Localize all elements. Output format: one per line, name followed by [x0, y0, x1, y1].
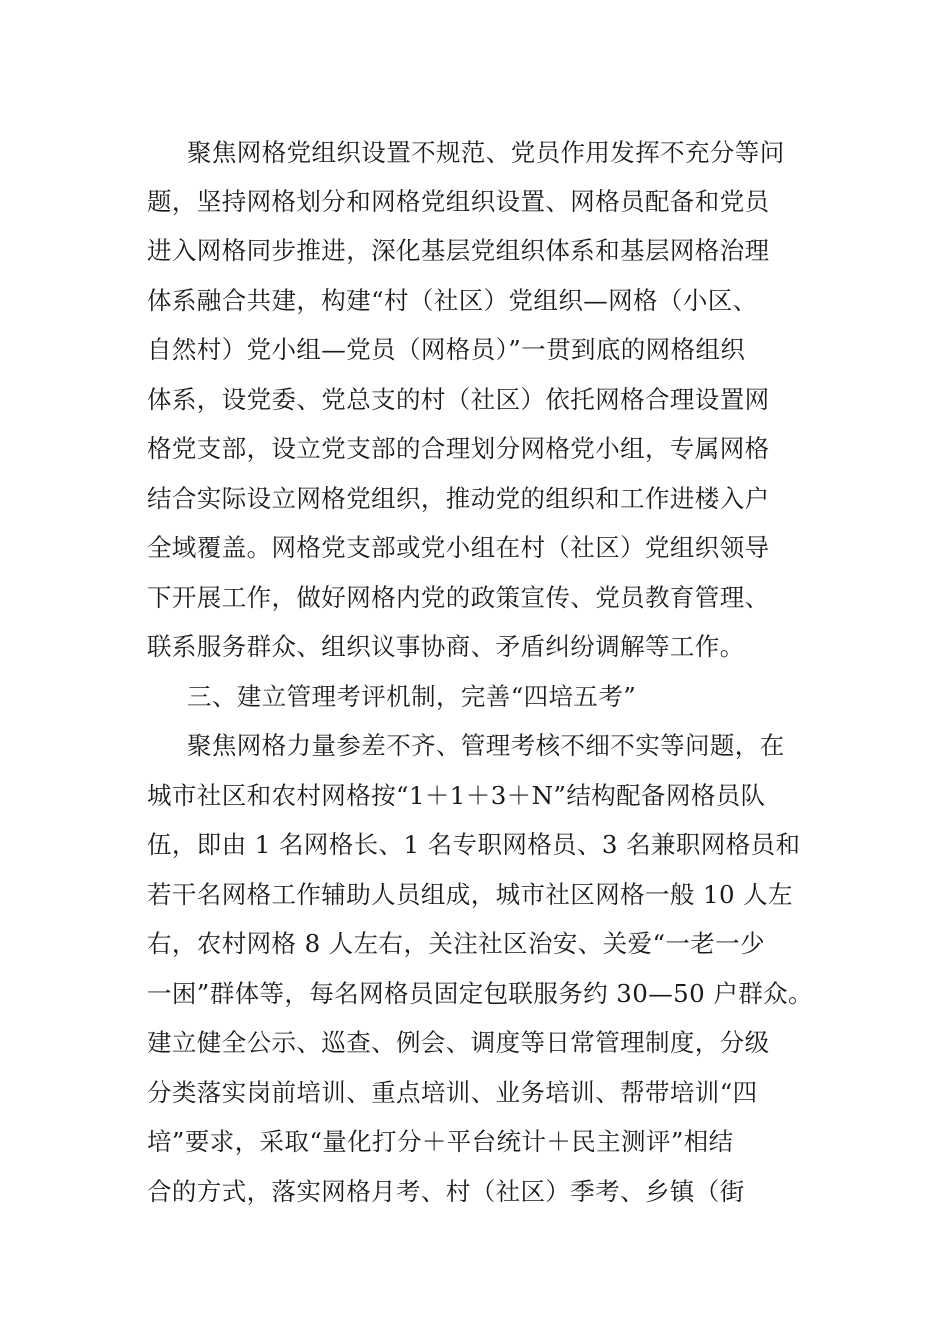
paragraph-line: 自然村）党小组—党员（网格员）”一贯到底的网格组织 [147, 335, 746, 364]
paragraph-line: 进入网格同步推进，深化基层党组织体系和基层网格治理 [147, 236, 770, 265]
paragraph-line: 分类落实岗前培训、重点培训、业务培训、帮带培训“四 [147, 1078, 758, 1107]
paragraph-line: 格党支部，设立党支部的合理划分网格党小组，专属网格 [147, 434, 770, 463]
paragraph-line: 体系，设党委、党总支的村（社区）依托网格合理设置网 [147, 385, 770, 414]
paragraph-line: 题，坚持网格划分和网格党组织设置、网格员配备和党员 [147, 187, 770, 216]
paragraph-line: 建立健全公示、巡查、例会、调度等日常管理制度，分级 [147, 1028, 770, 1057]
paragraph-line: 培”要求，采取“量化打分＋平台统计＋民主测评”相结 [147, 1127, 734, 1156]
paragraph-line: 聚焦网格力量参差不齐、管理考核不细不实等问题，在 [187, 731, 785, 760]
section-heading: 三、建立管理考评机制，完善“四培五考” [187, 682, 637, 711]
paragraph-line: 合的方式，落实网格月考、村（社区）季考、乡镇（街 [147, 1177, 745, 1206]
paragraph-line: 下开展工作，做好网格内党的政策宣传、党员教育管理、 [147, 583, 770, 612]
paragraph-line: 体系融合共建，构建“村（社区）党组织—网格（小区、 [147, 286, 758, 315]
paragraph-line: 伍，即由 1 名网格长、1 名专职网格员、3 名兼职网格员和 [147, 830, 801, 859]
paragraph-line: 一困”群体等，每名网格员固定包联服务约 30—50 户群众。 [147, 979, 813, 1008]
paragraph-line: 全域覆盖。网格党支部或党小组在村（社区）党组织领导 [147, 533, 770, 562]
paragraph-line: 城市社区和农村网格按“1＋1＋3＋N”结构配备网格员队 [147, 781, 766, 810]
paragraph-line: 若干名网格工作辅助人员组成，城市社区网格一般 10 人左 [147, 880, 793, 909]
paragraph-line: 结合实际设立网格党组织，推动党的组织和工作进楼入户 [147, 484, 770, 513]
paragraph-line: 右，农村网格 8 人左右，关注社区治安、关爱“一老一少 [147, 929, 765, 958]
paragraph-line: 聚焦网格党组织设置不规范、党员作用发挥不充分等问 [187, 138, 785, 167]
paragraph-line: 联系服务群众、组织议事协商、矛盾纠纷调解等工作。 [147, 632, 745, 661]
